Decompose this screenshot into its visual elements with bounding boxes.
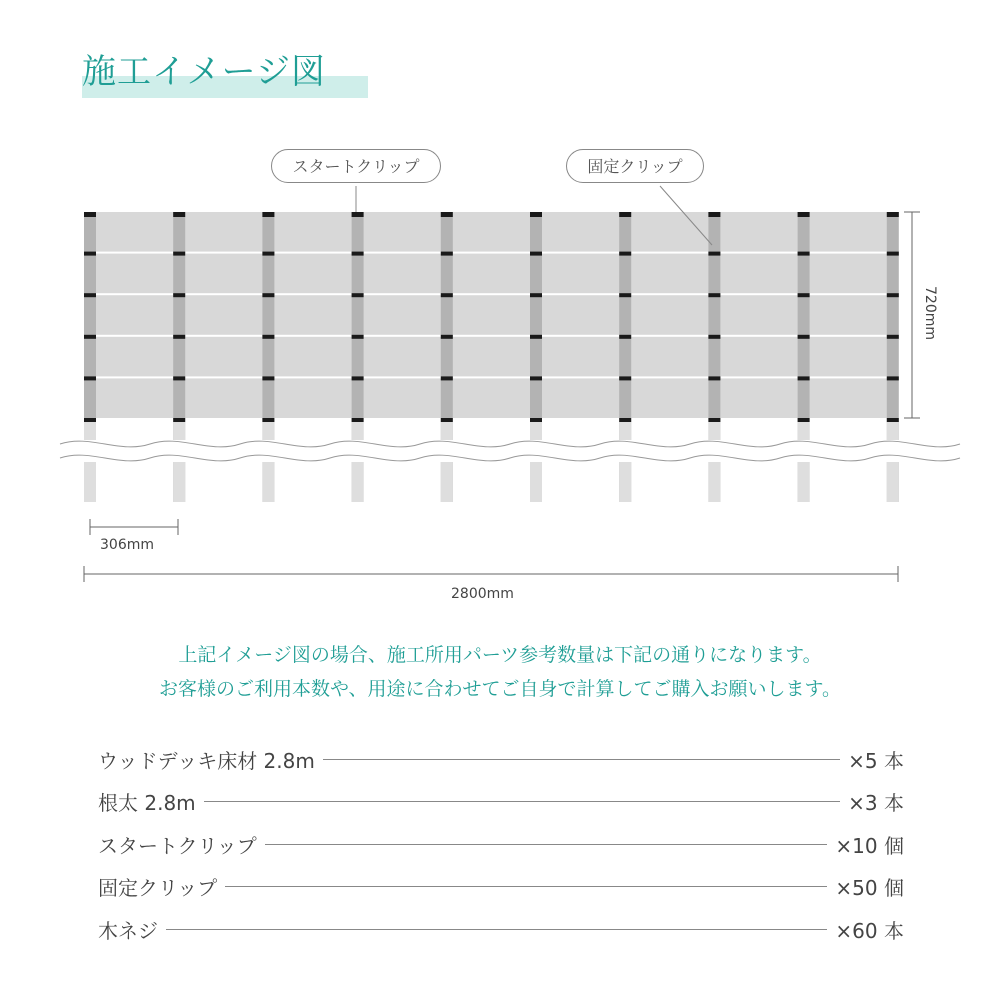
fixed-clip — [441, 252, 453, 256]
part-item — [98, 781, 904, 824]
start-clip — [887, 212, 899, 217]
fixed-clip — [887, 252, 899, 256]
fixed-clip — [441, 376, 453, 380]
fixed-clip — [262, 335, 274, 339]
fixed-clip — [887, 293, 899, 297]
fixed-clip — [798, 335, 810, 339]
leader-line — [204, 801, 841, 802]
leader-line — [225, 886, 827, 887]
fixed-clip — [530, 252, 542, 256]
fixed-clip — [887, 418, 899, 422]
part-quantity: ×10 個 — [835, 833, 904, 858]
fixed-clip — [352, 418, 364, 422]
start-clip — [619, 212, 631, 217]
part-name: 木ネジ — [98, 918, 158, 943]
start-clip — [708, 212, 720, 217]
part-quantity: ×3 本 — [848, 791, 904, 816]
fixed-clip — [173, 418, 185, 422]
break-lines — [60, 440, 960, 462]
start-clip — [262, 212, 274, 217]
start-clip — [530, 212, 542, 217]
fixed-clip — [887, 335, 899, 339]
fixed-clip — [798, 418, 810, 422]
fixed-clip — [798, 293, 810, 297]
fixed-clip — [262, 252, 274, 256]
pitch-dimension — [90, 519, 178, 535]
fixed-clip — [619, 376, 631, 380]
fixed-clip — [619, 252, 631, 256]
fixed-clip — [84, 418, 96, 422]
fixed-clip — [352, 376, 364, 380]
deck-board — [84, 212, 898, 252]
part-item — [98, 823, 904, 866]
deck-board — [84, 254, 898, 294]
fixed-clip — [84, 293, 96, 297]
fixed-clip — [441, 418, 453, 422]
part-name: 根太 2.8m — [98, 791, 196, 816]
fixed-clip — [619, 418, 631, 422]
start-clip — [84, 212, 96, 217]
fixed-clip — [352, 293, 364, 297]
fixed-clip — [262, 293, 274, 297]
fixed-clip — [708, 376, 720, 380]
fixed-clip — [708, 335, 720, 339]
fixed-clip — [530, 293, 542, 297]
instruction-message — [0, 638, 1000, 706]
fixed-clip — [619, 335, 631, 339]
deck-board — [84, 337, 898, 377]
fixed-clip — [530, 335, 542, 339]
part-quantity: ×5 本 — [848, 748, 904, 773]
fixed-clip — [441, 335, 453, 339]
fixed-clip — [84, 376, 96, 380]
height-dimension — [904, 212, 920, 418]
page-title: 施工イメージ図 — [82, 52, 326, 92]
fixed-clip — [173, 335, 185, 339]
fixed-clip — [530, 376, 542, 380]
part-name: ウッドデッキ床材 2.8m — [98, 748, 315, 773]
fixed-clip — [173, 376, 185, 380]
fixed-clip — [887, 376, 899, 380]
fixed-clip-callout: 固定クリップ — [566, 149, 704, 183]
start-clip-callout: スタートクリップ — [271, 149, 441, 183]
width-dimension — [84, 566, 898, 582]
fixed-clip — [619, 293, 631, 297]
width-dimension-label: 2800mm — [451, 586, 514, 602]
fixed-clip — [84, 335, 96, 339]
part-item — [98, 866, 904, 909]
height-dimension-label: 720mm — [922, 286, 938, 340]
fixed-clip — [84, 252, 96, 256]
fixed-clip — [798, 252, 810, 256]
fixed-clip — [708, 252, 720, 256]
fixed-clip — [708, 293, 720, 297]
leader-line — [166, 929, 827, 930]
part-item — [98, 908, 904, 951]
part-name: スタートクリップ — [98, 833, 257, 858]
part-item — [98, 738, 904, 781]
fixed-clip — [262, 376, 274, 380]
part-quantity: ×60 本 — [835, 918, 904, 943]
part-quantity: ×50 個 — [835, 876, 904, 901]
pitch-dimension-label: 306mm — [100, 537, 154, 553]
message-line-1: 上記イメージ図の場合、施工所用パーツ参考数量は下記の通りになります。 — [178, 644, 822, 666]
deck-board — [84, 295, 898, 335]
leader-line — [265, 844, 828, 845]
fixed-clip — [708, 418, 720, 422]
fixed-clip — [173, 293, 185, 297]
message-line-2: お客様のご利用本数や、用途に合わせてご自身で計算してご購入お願いします。 — [158, 678, 842, 700]
fixed-clip — [262, 418, 274, 422]
fixed-clip — [798, 376, 810, 380]
part-name: 固定クリップ — [98, 876, 218, 901]
start-clip — [173, 212, 185, 217]
deck-board — [84, 378, 898, 418]
fixed-clip — [173, 252, 185, 256]
deck-boards — [84, 212, 898, 418]
leader-line — [323, 759, 840, 760]
start-clip — [352, 212, 364, 217]
start-clip — [441, 212, 453, 217]
start-clip — [798, 212, 810, 217]
fixed-clip — [441, 293, 453, 297]
fixed-clip — [530, 418, 542, 422]
fixed-clip — [352, 335, 364, 339]
fixed-clip — [352, 252, 364, 256]
parts-list — [98, 738, 904, 951]
